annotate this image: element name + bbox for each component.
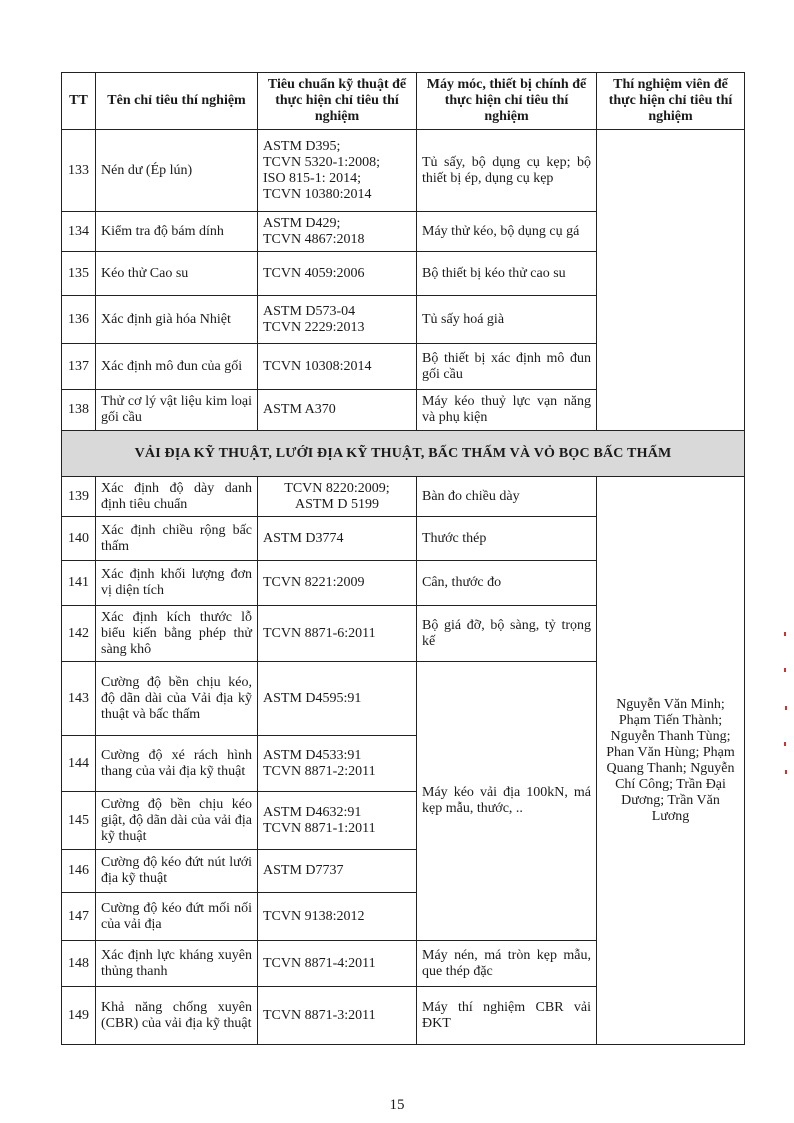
scan-mark [784,742,786,746]
standard-line: ASTM D573-04 [263,303,356,319]
standard-line: ASTM D4533:91 [263,747,362,763]
row-number: 141 [62,561,96,606]
standard-cell [258,212,417,252]
header-equipment: Máy móc, thiết bị chính để thực hiện chỉ tiêu thí nghiệm [417,73,597,130]
row-number: 145 [62,792,96,850]
standard-line: TCVN 8221:2009 [263,575,365,590]
standard-line: TCVN 4867:2018 [263,231,365,247]
test-name: Xác định độ dày danh định tiêu chuẩn [96,477,258,517]
standard-cell [258,130,417,212]
test-name: Khả năng chống xuyên (CBR) của vải địa kỹ thuật [96,987,258,1045]
page-number: 15 [389,1097,405,1113]
standard-line: TCVN 8871-1:2011 [263,820,376,836]
row-number: 149 [62,987,96,1045]
equipment-cell: Bàn đo chiều dày [417,477,597,517]
standard-cell [258,941,417,987]
table-header-row [62,73,745,130]
standard-cell [258,792,417,850]
test-name: Cường độ bền chịu kéo giật, độ dãn dài của vải địa kỹ thuật [96,792,258,850]
test-name: Xác định mô đun của gối [96,344,258,390]
standard-line: TCVN 8871-3:2011 [263,1007,376,1023]
standard-cell [258,296,417,344]
standard-line: ASTM D 5199 [294,496,379,512]
row-number: 138 [62,390,96,431]
scan-mark [785,770,787,774]
test-name: Xác định khối lượng đơn vị diện tích [96,561,258,606]
standard-cell [258,517,417,561]
standard-line: TCVN 10380:2014 [263,186,372,202]
test-name: Cường độ xé rách hình thang của vải địa kỹ thuật [96,736,258,792]
test-name: Xác định già hóa Nhiệt [96,296,258,344]
standard-cell [258,252,417,296]
standard-line: ASTM D395; [263,138,341,154]
test-name: Cường độ bền chịu kéo, độ dãn dài của Vải địa kỹ thuật và bấc thấm [96,662,258,736]
row-number: 144 [62,736,96,792]
equipment-cell: Máy nén, má tròn kẹp mẫu, que thép đặc [417,941,597,987]
header-test-name: Tên chỉ tiêu thí nghiệm [96,73,258,130]
test-name: Nén dư (Ép lún) [96,130,258,212]
equipment-cell: Máy kéo thuỷ lực vạn năng và phụ kiện [417,390,597,431]
standard-line: TCVN 8871-6:2011 [263,625,376,641]
test-name: Xác định chiều rộng bấc thấm [96,517,258,561]
standard-cell [258,987,417,1045]
test-name: Thử cơ lý vật liệu kim loại gối cầu [96,390,258,431]
equipment-cell: Máy thử kéo, bộ dụng cụ gá [417,212,597,252]
standard-line: ASTM D3774 [263,530,344,546]
standard-line: TCVN 8220:2009; [284,480,390,496]
row-number: 146 [62,850,96,893]
test-name: Xác định kích thước lỗ biểu kiến bằng phép thử sàng khô [96,606,258,662]
section-title: VẢI ĐỊA KỸ THUẬT, LƯỚI ĐỊA KỸ THUẬT, BẤC THẤM VÀ VỎ BỌC BẤC THẤM [62,431,745,477]
equipment-cell: Thước thép [417,517,597,561]
standard-cell [258,561,417,606]
header-standard: Tiêu chuẩn kỹ thuật để thực hiện chỉ tiêu thí nghiệm [258,73,417,130]
standard-line: ASTM D4595:91 [263,690,362,706]
equipment-cell: Bộ thiết bị kéo thử cao su [417,252,597,296]
equipment-cell: Máy thí nghiệm CBR vải ĐKT [417,987,597,1045]
standard-line: TCVN 8871-2:2011 [263,763,376,779]
standard-cell [258,606,417,662]
standard-line: TCVN 9138:2012 [263,908,365,924]
personnel-cell: Nguyễn Văn Minh; Phạm Tiến Thành; Nguyễn Thanh Tùng; Phan Văn Hùng; Phạm Quang Thanh; Nguyễn Chí Công; Trần Đại Dương; Trần Văn Lương [597,477,745,1045]
standard-cell [258,850,417,893]
standard-line: TCVN 4059:2006 [263,265,365,281]
standard-cell [258,477,417,517]
row-number: 143 [62,662,96,736]
row-number: 142 [62,606,96,662]
standard-line: ASTM A370 [263,402,336,417]
header-tt: TT [62,73,96,130]
equipment-cell: Tủ sấy, bộ dụng cụ kẹp; bộ thiết bị ép, dụng cụ kẹp [417,130,597,212]
table-row [62,130,745,212]
scan-mark [784,632,786,636]
standard-line: TCVN 8871-4:2011 [263,955,376,971]
test-name: Cường độ kéo đứt nút lưới địa kỹ thuật [96,850,258,893]
test-name: Kiểm tra độ bám dính [96,212,258,252]
standard-cell [258,736,417,792]
standard-line: ASTM D4632:91 [263,804,362,820]
test-name: Kéo thử Cao su [96,252,258,296]
standard-cell [258,344,417,390]
row-number: 147 [62,893,96,941]
row-number: 134 [62,212,96,252]
test-name: Xác định lực kháng xuyên thủng thanh [96,941,258,987]
standard-line: TCVN 2229:2013 [263,319,365,335]
standard-cell [258,662,417,736]
equipment-cell: Cân, thước đo [417,561,597,606]
standard-cell [258,390,417,431]
scan-mark [784,668,786,672]
row-number: 136 [62,296,96,344]
standard-line: ASTM D429; [263,215,341,231]
standard-line: ISO 815-1: 2014; [263,170,361,186]
row-number: 133 [62,130,96,212]
test-name: Cường độ kéo đứt mối nối của vải địa [96,893,258,941]
row-number: 137 [62,344,96,390]
row-number: 139 [62,477,96,517]
standard-line: TCVN 5320-1:2008; [263,154,381,170]
row-number: 135 [62,252,96,296]
equipment-cell: Tủ sấy hoá già [417,296,597,344]
row-number: 148 [62,941,96,987]
personnel-cell-empty [597,130,745,431]
standard-line: ASTM D7737 [263,863,344,878]
standard-cell [258,893,417,941]
equipment-cell: Bộ thiết bị xác định mô đun gối cầu [417,344,597,390]
row-number: 140 [62,517,96,561]
test-standards-table [61,72,745,1045]
equipment-cell: Bộ giá đỡ, bộ sàng, tỷ trọng kế [417,606,597,662]
equipment-cell-merged: Máy kéo vải địa 100kN, má kẹp mẫu, thước, .. [417,662,597,941]
header-personnel: Thí nghiệm viên để thực hiện chỉ tiêu thí nghiệm [597,73,745,130]
standard-line: TCVN 10308:2014 [263,358,372,374]
section-row [62,431,745,477]
scan-mark [785,706,787,710]
table-row [62,477,745,517]
